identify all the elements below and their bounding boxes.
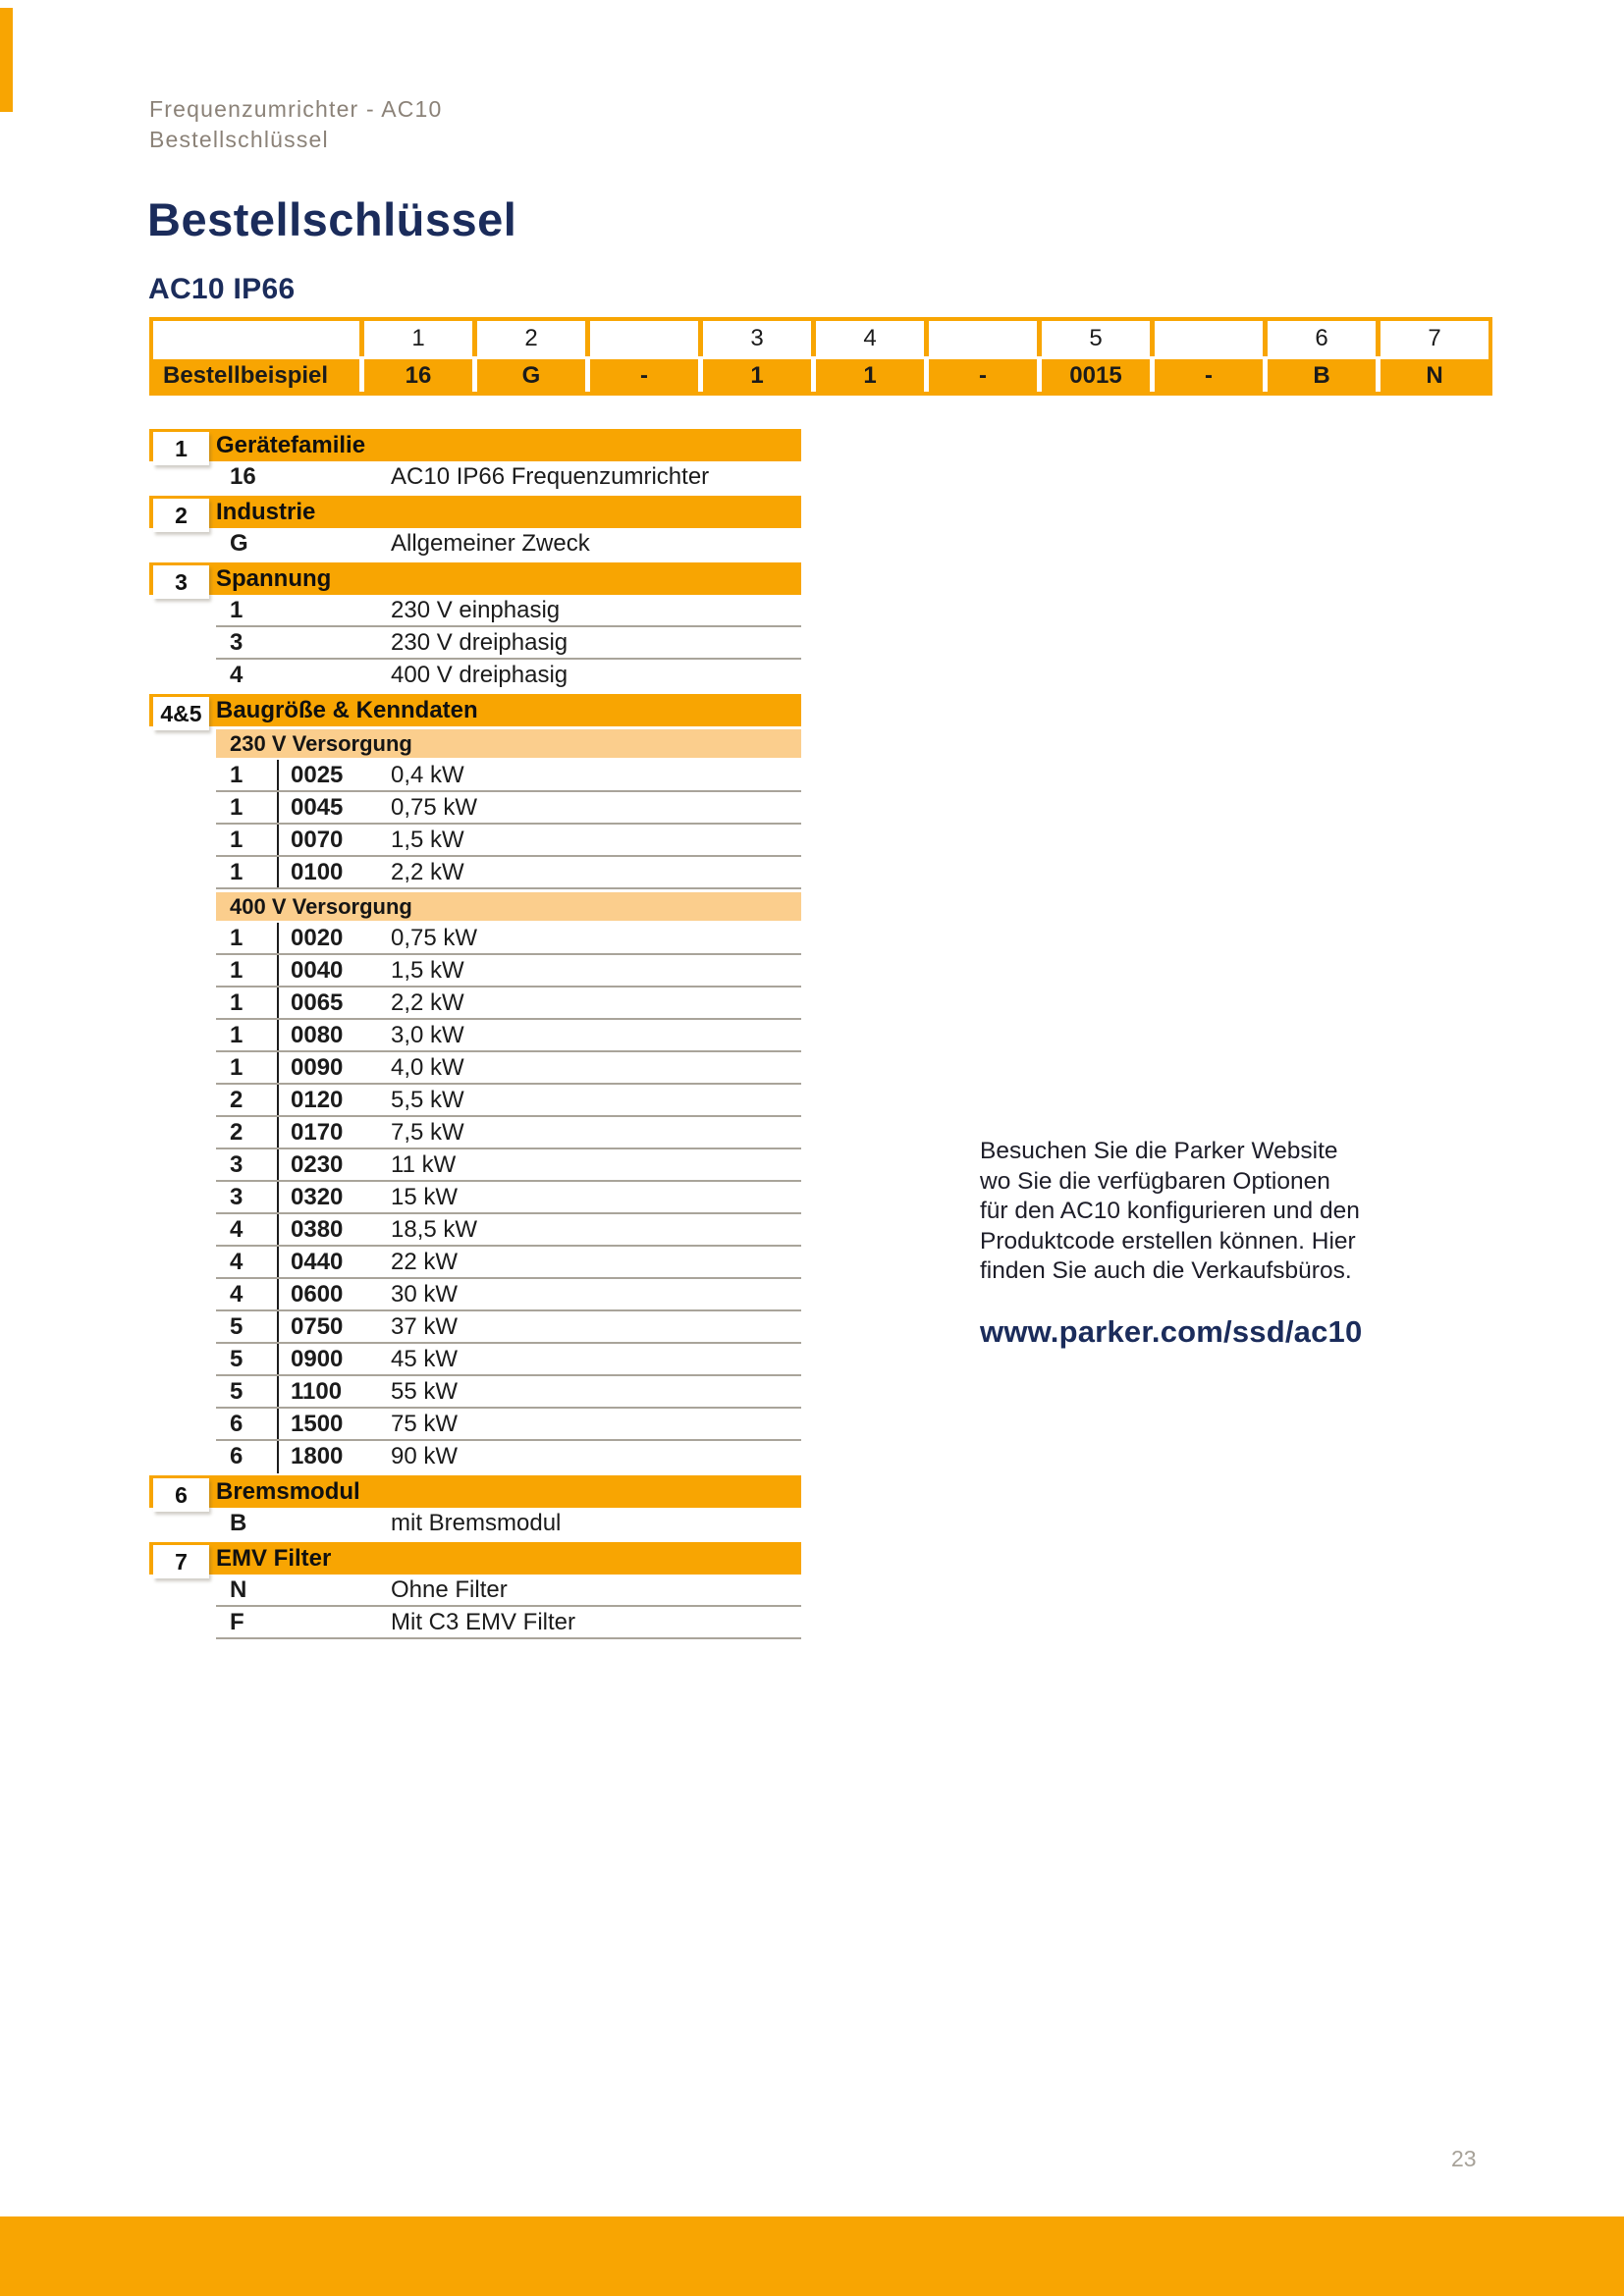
description-cell: 0,4 kW (391, 762, 464, 788)
rating-code-cell: 0045 (291, 794, 344, 821)
table-row (216, 1441, 801, 1473)
section-rows (216, 760, 801, 889)
page-subtitle: AC10 IP66 (148, 273, 296, 305)
order-code-example-table (149, 317, 1492, 396)
description-cell: 1,5 kW (391, 957, 464, 984)
rating-code-cell: 1800 (291, 1443, 344, 1469)
description-cell: 230 V einphasig (391, 597, 561, 623)
table-row (216, 1279, 801, 1311)
frame-size-code-cell: 5 (230, 1346, 244, 1372)
rating-code-cell: 0120 (291, 1087, 344, 1113)
order-code-sections-table (149, 427, 801, 1639)
code-cell: 1 (230, 597, 244, 623)
frame-size-code-cell: 4 (230, 1216, 244, 1243)
rating-code-cell: 0020 (291, 925, 344, 951)
order-code-position-cell: 2 (477, 321, 585, 356)
section-number: 1 (153, 432, 209, 465)
order-code-value-cell: G (477, 359, 585, 392)
section-header (149, 496, 801, 528)
website-note-line: Besuchen Sie die Parker Website (980, 1138, 1338, 1164)
section-title: Bremsmodul (216, 1478, 360, 1505)
description-cell: 7,5 kW (391, 1119, 464, 1146)
table-row (216, 1607, 801, 1639)
order-code-position-cell: 1 (364, 321, 472, 356)
section-title: Gerätefamilie (216, 432, 366, 458)
order-code-position-cell (1155, 321, 1263, 356)
code-cell: B (230, 1510, 247, 1536)
rating-code-cell: 1100 (291, 1378, 343, 1405)
website-note (980, 1137, 1471, 1350)
section-rows (216, 528, 801, 561)
frame-size-code-cell: 6 (230, 1411, 244, 1437)
description-cell: 90 kW (391, 1443, 459, 1469)
description-cell: 0,75 kW (391, 925, 478, 951)
code-cell: 16 (230, 463, 256, 490)
frame-size-code-cell: 1 (230, 859, 244, 885)
table-row (216, 857, 801, 889)
frame-size-code-cell: 1 (230, 957, 244, 984)
section-rows (216, 595, 801, 692)
order-code-value-cell: 1 (703, 359, 811, 392)
code-cell: F (230, 1609, 244, 1635)
frame-size-code-cell: 1 (230, 827, 244, 853)
description-cell: Ohne Filter (391, 1576, 508, 1603)
voltage-group-header: 400 V Versorgung (216, 892, 801, 921)
section-header (149, 562, 801, 595)
section-rows (216, 923, 801, 1473)
rating-code-cell: 0230 (291, 1151, 344, 1178)
table-row (216, 1117, 801, 1149)
order-code-value-cell: 16 (364, 359, 472, 392)
running-header (149, 94, 443, 155)
section-number: 7 (153, 1545, 209, 1578)
rating-code-cell: 0600 (291, 1281, 344, 1308)
order-code-value-cell: 0015 (1042, 359, 1150, 392)
section-number: 6 (153, 1478, 209, 1512)
frame-size-code-cell: 2 (230, 1119, 244, 1146)
description-cell: 22 kW (391, 1249, 459, 1275)
order-example-label: Bestellbeispiel (153, 359, 359, 392)
table-row (216, 1575, 801, 1607)
code-cell: G (230, 530, 248, 557)
order-code-position-cell (929, 321, 1037, 356)
table-row (216, 660, 801, 692)
description-cell: 400 V dreiphasig (391, 662, 568, 688)
table-row (216, 1149, 801, 1182)
table-row (216, 825, 801, 857)
rating-code-cell: 0100 (291, 859, 344, 885)
section-rows (216, 1508, 801, 1540)
running-header-line1: Frequenzumrichter - AC10 (149, 96, 443, 122)
order-code-position-cell: 6 (1268, 321, 1376, 356)
running-header-line2: Bestellschlüssel (149, 127, 329, 152)
table-row (216, 627, 801, 660)
description-cell: mit Bremsmodul (391, 1510, 562, 1536)
code-cell: 4 (230, 662, 244, 688)
frame-size-code-cell: 5 (230, 1313, 244, 1340)
frame-size-code-cell: 5 (230, 1378, 244, 1405)
frame-size-code-cell: 4 (230, 1249, 244, 1275)
table-row (216, 595, 801, 627)
table-row (216, 528, 801, 561)
table-row (216, 1311, 801, 1344)
parker-website-link[interactable]: www.parker.com/ssd/ac10 (980, 1313, 1363, 1349)
description-cell: 30 kW (391, 1281, 459, 1308)
order-code-value-cell: 1 (816, 359, 924, 392)
description-cell: 0,75 kW (391, 794, 478, 821)
rating-code-cell: 0320 (291, 1184, 344, 1210)
section-header (149, 1475, 801, 1508)
description-cell: 18,5 kW (391, 1216, 478, 1243)
rating-code-cell: 0750 (291, 1313, 344, 1340)
rating-code-cell: 0090 (291, 1054, 344, 1081)
rating-code-cell: 0900 (291, 1346, 344, 1372)
description-cell: 4,0 kW (391, 1054, 464, 1081)
description-cell: 55 kW (391, 1378, 459, 1405)
frame-size-code-cell: 1 (230, 1022, 244, 1048)
section-number: 3 (153, 565, 209, 599)
voltage-group-header: 230 V Versorgung (216, 729, 801, 758)
table-row (216, 1214, 801, 1247)
frame-size-code-cell: 1 (230, 794, 244, 821)
section-title: Baugröße & Kenndaten (216, 697, 478, 723)
rating-code-cell: 0170 (291, 1119, 344, 1146)
rating-code-cell: 0040 (291, 957, 344, 984)
section-title: Industrie (216, 499, 316, 525)
table-row (216, 955, 801, 988)
table-row (216, 1409, 801, 1441)
frame-size-code-cell: 4 (230, 1281, 244, 1308)
order-code-position-cell: 7 (1380, 321, 1489, 356)
description-cell: AC10 IP66 Frequenzumrichter (391, 463, 710, 490)
rating-code-cell: 1500 (291, 1411, 344, 1437)
table-row (216, 988, 801, 1020)
table-row (216, 1247, 801, 1279)
table-row (216, 1085, 801, 1117)
description-cell: Allgemeiner Zweck (391, 530, 590, 557)
table-row (216, 461, 801, 494)
website-note-line: Produktcode erstellen können. Hier (980, 1227, 1356, 1255)
description-cell: 75 kW (391, 1411, 459, 1437)
section-header (149, 1542, 801, 1575)
order-code-position-cell: 5 (1042, 321, 1150, 356)
frame-size-code-cell: 1 (230, 989, 244, 1016)
frame-size-code-cell: 3 (230, 1151, 244, 1178)
frame-size-code-cell: 1 (230, 925, 244, 951)
table-row (216, 760, 801, 792)
description-cell: 2,2 kW (391, 859, 464, 885)
table-row (216, 1508, 801, 1540)
description-cell: 230 V dreiphasig (391, 629, 568, 656)
rating-code-cell: 0025 (291, 762, 344, 788)
frame-size-code-cell: 1 (230, 762, 244, 788)
order-code-value-cell: B (1268, 359, 1376, 392)
table-row (216, 1052, 801, 1085)
order-code-value-cell: - (929, 359, 1037, 392)
description-cell: 11 kW (391, 1151, 457, 1178)
order-code-position-row (153, 321, 1489, 356)
order-code-example-row (153, 359, 1489, 392)
page-number: 23 (1451, 2146, 1477, 2171)
website-note-line: für den AC10 konfigurieren und den (980, 1198, 1360, 1224)
table-row (216, 1020, 801, 1052)
frame-size-code-cell: 3 (230, 1184, 244, 1210)
order-code-position-cell: 4 (816, 321, 924, 356)
order-code-value-cell: - (590, 359, 698, 392)
table-row (216, 792, 801, 825)
description-cell: 45 kW (391, 1346, 459, 1372)
footer-accent-bar (0, 2216, 1624, 2296)
frame-size-code-cell: 2 (230, 1087, 244, 1113)
order-code-position-label-cell (153, 321, 359, 356)
rating-code-cell: 0380 (291, 1216, 344, 1243)
frame-size-code-cell: 1 (230, 1054, 244, 1081)
description-cell: 3,0 kW (391, 1022, 464, 1048)
description-cell: Mit C3 EMV Filter (391, 1609, 576, 1635)
description-cell: 2,2 kW (391, 989, 464, 1016)
section-number: 2 (153, 499, 209, 532)
section-title: Spannung (216, 565, 332, 592)
page-edge-tab (0, 8, 13, 112)
description-cell: 15 kW (391, 1184, 459, 1210)
rating-code-cell: 0440 (291, 1249, 344, 1275)
rating-code-cell: 0070 (291, 827, 344, 853)
order-code-value-cell: - (1155, 359, 1263, 392)
table-row (216, 1182, 801, 1214)
section-rows (216, 1575, 801, 1639)
section-title: EMV Filter (216, 1545, 332, 1572)
section-header (149, 429, 801, 461)
description-cell: 37 kW (391, 1313, 459, 1340)
page-title: Bestellschlüssel (147, 193, 517, 245)
section-rows (216, 461, 801, 494)
order-code-position-cell (590, 321, 698, 356)
description-cell: 1,5 kW (391, 827, 464, 853)
code-cell: 3 (230, 629, 244, 656)
description-cell: 5,5 kW (391, 1087, 464, 1113)
table-row (216, 1376, 801, 1409)
section-header (149, 694, 801, 726)
section-number: 4&5 (153, 697, 209, 730)
website-note-line: wo Sie die verfügbaren Optionen (980, 1167, 1330, 1195)
frame-size-code-cell: 6 (230, 1443, 244, 1469)
rating-code-cell: 0080 (291, 1022, 344, 1048)
code-cell: N (230, 1576, 247, 1603)
order-code-position-cell: 3 (703, 321, 811, 356)
order-code-value-cell: N (1380, 359, 1489, 392)
table-row (216, 923, 801, 955)
table-row (216, 1344, 801, 1376)
website-note-line: finden Sie auch die Verkaufsbüros. (980, 1257, 1352, 1284)
rating-code-cell: 0065 (291, 989, 344, 1016)
